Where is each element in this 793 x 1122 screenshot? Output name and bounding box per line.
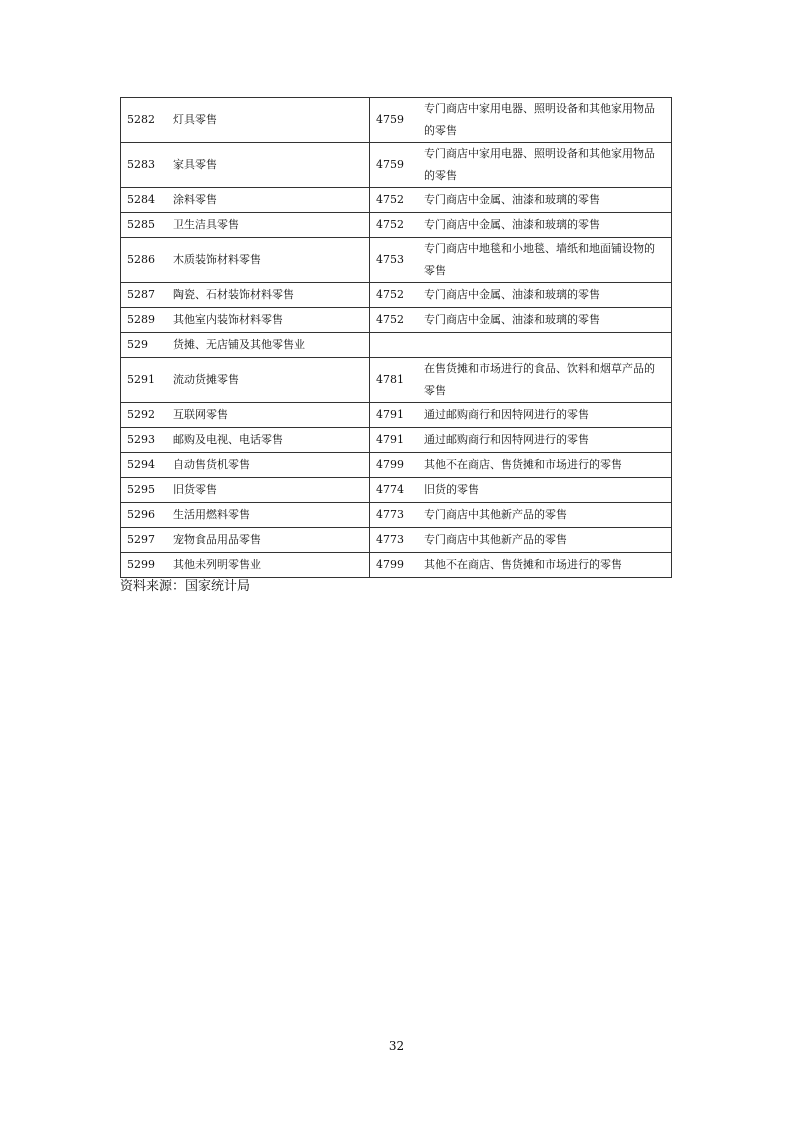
row-description: 专门商店中家用电器、照明设备和其他家用物品的零售 [418, 98, 672, 143]
row-description: 通过邮购商行和因特网进行的零售 [418, 428, 672, 453]
row-isic-code: 4759 [370, 98, 419, 143]
row-isic-code: 4773 [370, 528, 419, 553]
table-row [121, 428, 672, 453]
row-description: 旧货的零售 [418, 478, 672, 503]
row-code: 5296 [121, 503, 170, 528]
row-description [418, 333, 672, 358]
row-code: 5297 [121, 528, 170, 553]
row-code: 5299 [121, 553, 170, 578]
row-name: 邮购及电视、电话零售 [169, 428, 370, 453]
row-code: 5294 [121, 453, 170, 478]
row-name: 互联网零售 [169, 403, 370, 428]
row-name: 旧货零售 [169, 478, 370, 503]
row-isic-code: 4759 [370, 143, 419, 188]
row-code: 5291 [121, 358, 170, 403]
row-name: 陶瓷、石材装饰材料零售 [169, 283, 370, 308]
row-name: 其他未列明零售业 [169, 553, 370, 578]
row-name: 家具零售 [169, 143, 370, 188]
row-description: 专门商店中家用电器、照明设备和其他家用物品的零售 [418, 143, 672, 188]
row-isic-code: 4799 [370, 453, 419, 478]
row-description: 专门商店中其他新产品的零售 [418, 503, 672, 528]
table-row [121, 503, 672, 528]
row-code: 5282 [121, 98, 170, 143]
row-name: 木质装饰材料零售 [169, 238, 370, 283]
classification-table [120, 97, 672, 578]
row-isic-code: 4753 [370, 238, 419, 283]
table-row [121, 453, 672, 478]
row-isic-code: 4752 [370, 308, 419, 333]
row-description: 专门商店中金属、油漆和玻璃的零售 [418, 213, 672, 238]
row-isic-code: 4791 [370, 428, 419, 453]
row-name: 卫生洁具零售 [169, 213, 370, 238]
table-row [121, 403, 672, 428]
row-description: 专门商店中金属、油漆和玻璃的零售 [418, 308, 672, 333]
row-isic-code: 4774 [370, 478, 419, 503]
table-row [121, 333, 672, 358]
table-row [121, 143, 672, 188]
row-code: 5295 [121, 478, 170, 503]
table-row [121, 283, 672, 308]
table-row [121, 358, 672, 403]
table-row [121, 478, 672, 503]
row-code: 5289 [121, 308, 170, 333]
table-row [121, 238, 672, 283]
table-row [121, 528, 672, 553]
row-isic-code: 4791 [370, 403, 419, 428]
row-isic-code: 4799 [370, 553, 419, 578]
table-body [121, 98, 672, 578]
row-code: 5292 [121, 403, 170, 428]
row-description: 专门商店中金属、油漆和玻璃的零售 [418, 283, 672, 308]
row-isic-code: 4781 [370, 358, 419, 403]
row-name: 宠物食品用品零售 [169, 528, 370, 553]
row-name: 涂料零售 [169, 188, 370, 213]
row-name: 其他室内装饰材料零售 [169, 308, 370, 333]
row-isic-code [370, 333, 419, 358]
row-name: 货摊、无店铺及其他零售业 [169, 333, 370, 358]
table-row [121, 553, 672, 578]
row-code: 5285 [121, 213, 170, 238]
row-code: 5293 [121, 428, 170, 453]
table-row [121, 188, 672, 213]
table-row [121, 213, 672, 238]
row-code: 5287 [121, 283, 170, 308]
row-code: 5284 [121, 188, 170, 213]
row-description: 其他不在商店、售货摊和市场进行的零售 [418, 553, 672, 578]
row-code: 5286 [121, 238, 170, 283]
table-row [121, 308, 672, 333]
row-code: 529 [121, 333, 170, 358]
row-description: 专门商店中其他新产品的零售 [418, 528, 672, 553]
row-name: 流动货摊零售 [169, 358, 370, 403]
row-isic-code: 4752 [370, 283, 419, 308]
source-note: 资料来源：国家统计局 [120, 579, 251, 594]
row-isic-code: 4752 [370, 188, 419, 213]
table-row [121, 98, 672, 143]
row-description: 在售货摊和市场进行的食品、饮料和烟草产品的零售 [418, 358, 672, 403]
row-code: 5283 [121, 143, 170, 188]
row-name: 自动售货机零售 [169, 453, 370, 478]
row-isic-code: 4752 [370, 213, 419, 238]
classification-table-container [120, 97, 672, 578]
row-isic-code: 4773 [370, 503, 419, 528]
row-description: 专门商店中地毯和小地毯、墙纸和地面铺设物的零售 [418, 238, 672, 283]
row-description: 专门商店中金属、油漆和玻璃的零售 [418, 188, 672, 213]
row-name: 灯具零售 [169, 98, 370, 143]
row-name: 生活用燃料零售 [169, 503, 370, 528]
row-description: 其他不在商店、售货摊和市场进行的零售 [418, 453, 672, 478]
page-number: 32 [388, 1039, 405, 1053]
row-description: 通过邮购商行和因特网进行的零售 [418, 403, 672, 428]
